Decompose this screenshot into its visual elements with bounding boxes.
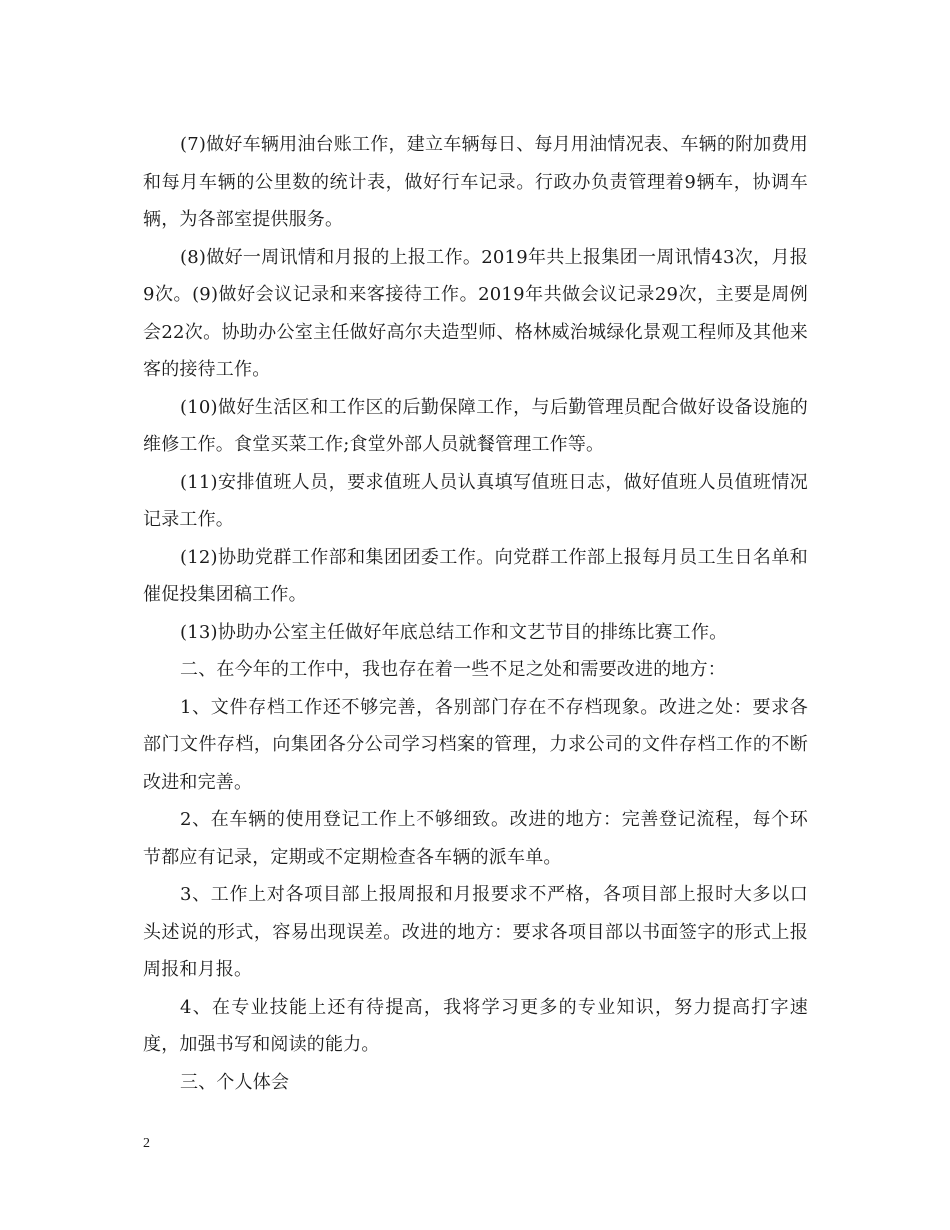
section-heading-shortcomings: 二、在今年的工作中，我也存在着一些不足之处和需要改进的地方： (180, 659, 726, 680)
document-body (143, 126, 808, 1101)
page-number: 2 (143, 1136, 150, 1151)
paragraph-year-end: (13)协助办公室主任做好年底总结工作和文艺节目的排练比赛工作。 (180, 621, 728, 643)
paragraph-shortcoming-4: 4、在专业技能上还有待提高，我将学习更多的专业知识，努力提高打字速度，加强书写和阅读的能力。 (143, 996, 808, 1055)
paragraph-vehicle-fuel: (7)做好车辆用油台账工作，建立车辆每日、每月用油情况表、车辆的附加费用和每月车辆的公里数的统计表，做好行车记录。行政办负责管理着9辆车，协调车辆，为各部室提供服务。 (143, 134, 808, 230)
paragraph-weekly-report: (8)做好一周讯情和月报的上报工作。2019年共上报集团一周讯情43次，月报9次。(9)做好会议记录和来客接待工作。2019年共做会议记录29次，主要是周例会22次。协助办公室主任做好高尔夫造型师、格林威治城绿化景观工程师及其他来客的接待工作。 (143, 246, 808, 380)
paragraph-duty-roster: (11)安排值班人员，要求值班人员认真填写值班日志，做好值班人员值班情况记录工作。 (143, 471, 808, 530)
paragraph-logistics: (10)做好生活区和工作区的后勤保障工作，与后勤管理员配合做好设备设施的维修工作。食堂买菜工作;食堂外部人员就餐管理工作等。 (143, 396, 808, 455)
paragraph-shortcoming-1: 1、文件存档工作还不够完善，各别部门存在不存档现象。改进之处：要求各部门文件存档，向集团各分公司学习档案的管理，力求公司的文件存档工作的不断改进和完善。 (143, 696, 808, 793)
paragraph-shortcoming-3: 3、工作上对各项目部上报周报和月报要求不严格，各项目部上报时大多以口头述说的形式，容易出现误差。改进的地方：要求各项目部以书面签字的形式上报周报和月报。 (143, 884, 808, 980)
section-heading-reflection: 三、个人体会 (180, 1071, 290, 1093)
paragraph-party-work: (12)协助党群工作部和集团团委工作。向党群工作部上报每月员工生日名单和催促投集团稿工作。 (143, 546, 808, 605)
paragraph-shortcoming-2: 2、在车辆的使用登记工作上不够细致。改进的地方：完善登记流程，每个环节都应有记录，定期或不定期检查各车辆的派车单。 (143, 809, 808, 868)
